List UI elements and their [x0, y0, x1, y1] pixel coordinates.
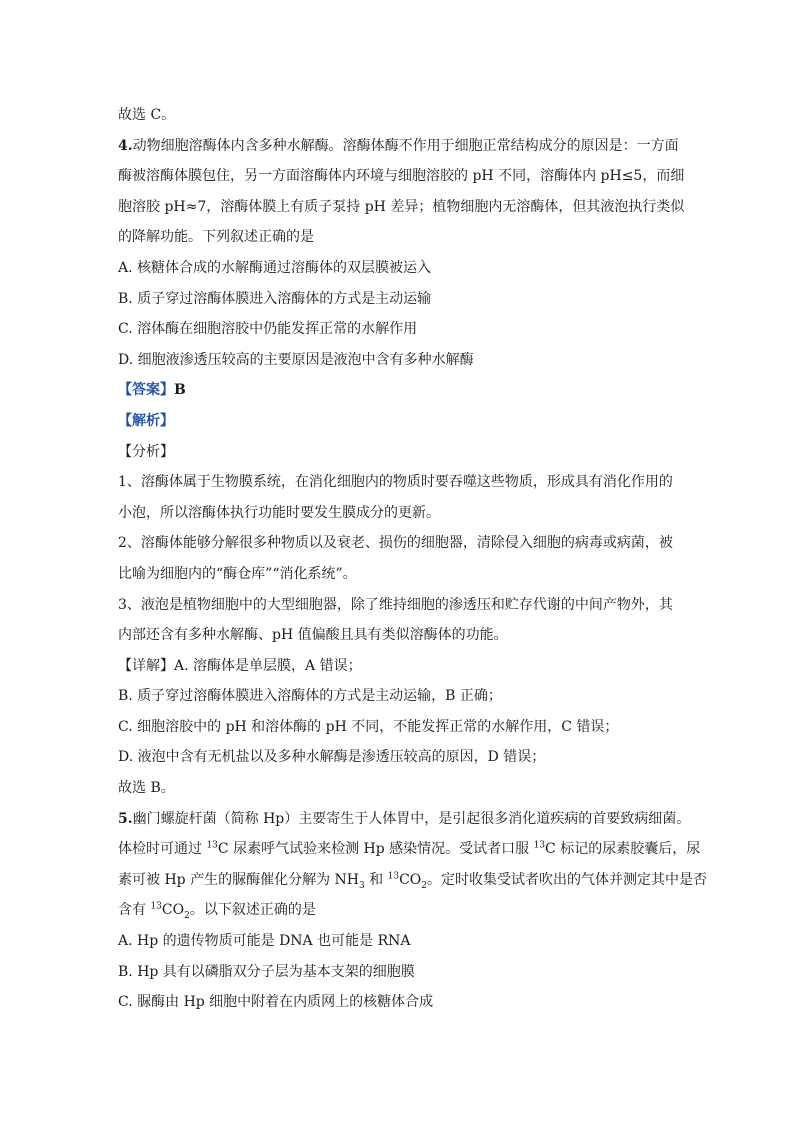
q5-l4-text-a: 含有	[118, 902, 151, 919]
question-4-stem-line-3: 胞溶胶 pH≈7，溶酶体膜上有质子泵持 pH 差异；植物细胞内无溶酶体，但其液泡执行类似	[118, 198, 685, 215]
question-4-stem-line-4: 的降解功能。下列叙述正确的是	[118, 229, 314, 246]
detail-line-a	[118, 651, 678, 682]
question-5-stem-line-1	[118, 804, 691, 835]
conclusion-line: 故选 B。	[118, 780, 175, 797]
isotope-superscript-4: 13	[150, 901, 162, 912]
question-4-stem-line-2: 酶被溶酶体膜包住，另一方面溶酶体内环境与细胞溶胶的 pH 不同，溶酶体内 pH≤5，而细	[118, 168, 685, 185]
q5-l3-text-b: 和	[364, 871, 388, 888]
breakdown-heading	[118, 437, 678, 468]
q5-l2-text-c: C 标记的尿素胶囊后，尿	[545, 841, 701, 858]
breakdown-point-2-line-2: 比喻为细胞内的“酶仓库”“消化系统”。	[118, 565, 357, 582]
q5-l3-text-d: 。定时收集受试者吹出的气体并测定其中是否	[427, 871, 708, 888]
q5-l2-text-a: 体检时可通过	[118, 841, 207, 858]
detail-a-text: A. 溶酶体是单层膜，A 错误；	[174, 657, 362, 674]
question-5-option-c: C. 脲酶由 Hp 细胞中附着在内质网上的核糖体合成	[118, 994, 434, 1011]
detail-line-d: D. 液泡中含有无机盐以及多种水解酶是渗透压较高的原因，D 错误；	[118, 749, 546, 766]
nh3-subscript: 3	[358, 880, 365, 891]
question-4-number: 4.	[118, 137, 133, 154]
answer-line	[118, 375, 678, 406]
analysis-heading	[118, 406, 678, 437]
answer-line-prev: 故选 C。	[118, 107, 176, 123]
question-5-number: 5.	[118, 810, 133, 827]
question-5-option-b: B. Hp 具有以磷脂双分子层为基本支架的细胞膜	[118, 963, 415, 980]
breakdown-point-3-line-1: 3、液泡是植物细胞中的大型细胞器，除了维持细胞的渗透压和贮存代谢的中间产物外，其	[118, 596, 673, 613]
q5-l4-text-c: 。以下叙述正确的是	[189, 902, 316, 919]
analysis-tag: 【解析】	[118, 412, 174, 429]
co2-subscript: 2	[421, 880, 428, 891]
question-4-option-d: D. 细胞液渗透压较高的主要原因是液泡中含有多种水解酶	[118, 351, 474, 368]
co2-subscript-2: 2	[184, 911, 190, 922]
isotope-superscript: 13	[206, 840, 218, 851]
question-4-stem-line-1	[118, 131, 678, 162]
q5-l4-text-b: CO	[161, 902, 185, 919]
question-4-option-a: A. 核糖体合成的水解酶通过溶酶体的双层膜被运入	[118, 259, 432, 276]
breakdown-point-3-line-2: 内部还含有多种水解酶、pH 值偏酸且具有类似溶酶体的功能。	[118, 627, 508, 644]
question-5-stem-line-3	[118, 865, 708, 896]
isotope-superscript-3: 13	[387, 871, 400, 882]
document-body	[118, 100, 708, 1018]
breakdown-tag: 【分析】	[118, 443, 174, 460]
question-4-option-c: C. 溶体酶在细胞溶胶中仍能发挥正常的水解作用	[118, 321, 418, 338]
detail-line-b: B. 质子穿过溶酶体膜进入溶酶体的方式是主动运输，B 正确；	[118, 688, 502, 705]
question-5-option-a: A. Hp 的遗传物质可能是 DNA 也可能是 RNA	[118, 933, 411, 950]
q5-l3-text-c: CO	[399, 871, 422, 888]
answer-tag: 【答案】	[118, 382, 174, 399]
question-4-option-b: B. 质子穿过溶酶体膜进入溶酶体的方式是主动运输	[118, 290, 432, 307]
detail-tag: 【详解】	[118, 657, 174, 674]
q5-l3-text-a: 素可被 Hp 产生的脲酶催化分解为 NH	[118, 871, 359, 888]
breakdown-point-2-line-1: 2、溶酶体能够分解很多种物质以及衰老、损伤的细胞器，清除侵入细胞的病毒或病菌，被	[118, 535, 673, 552]
detail-line-c: C. 细胞溶胶中的 pH 和溶体酶的 pH 不同，不能发挥正常的水解作用，C 错误；	[118, 718, 619, 735]
breakdown-point-1-line-1: 1、溶酶体属于生物膜系统，在消化细胞内的物质时要吞噬这些物质，形成具有消化作用的	[118, 474, 673, 491]
question-5-text: 幽门螺旋杆菌（简称 Hp）主要寄生于人体胃中，是引起很多消化道疾病的首要致病细菌。	[132, 810, 691, 827]
answer-value: B	[174, 382, 186, 399]
breakdown-point-1-line-2: 小泡，所以溶酶体执行功能时要发生膜成分的更新。	[118, 504, 440, 521]
isotope-superscript-2: 13	[533, 840, 546, 851]
question-5-stem-line-4	[118, 895, 678, 926]
question-5-stem-line-2	[118, 834, 701, 865]
question-4-text: 动物细胞溶酶体内含多种水解酶。溶酶体酶不作用于细胞正常结构成分的原因是：一方面	[132, 137, 679, 154]
q5-l2-text-b: C 尿素呼气试验来检测 Hp 感染情况。受试者口服	[217, 841, 534, 858]
